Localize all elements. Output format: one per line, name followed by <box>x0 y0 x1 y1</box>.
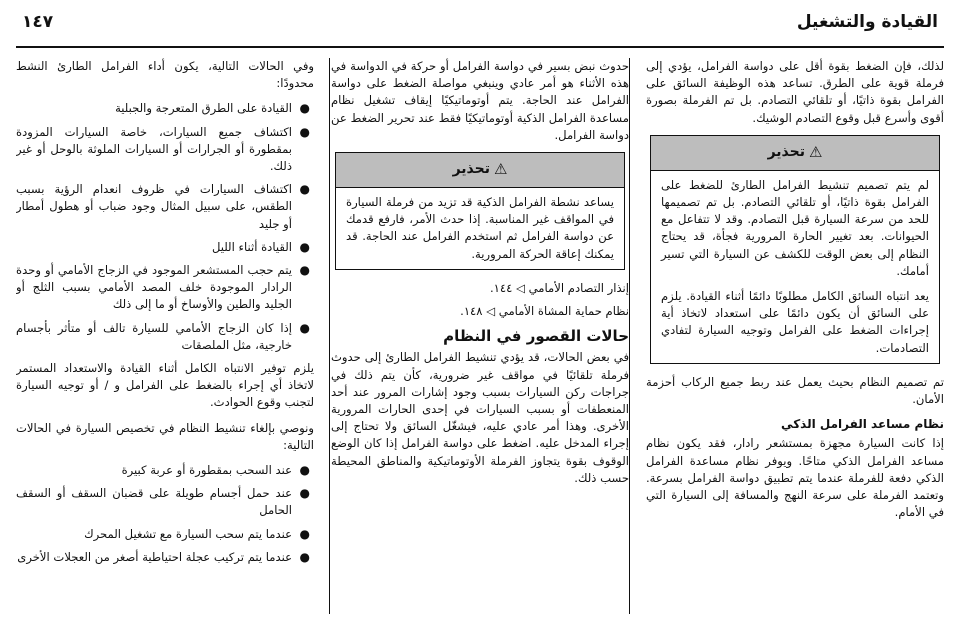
warning-text: يساعد نشطة الفرامل الذكية قد تزيد من فرملة السيارة في المواقف غير المناسبة. إذا حدث الأمر، فارفع قدمك عن دواسة الفرامل ثم استخدم الفرامل عند الحاجة. قد يمكنك إعاقة الحركة المرورية. <box>346 195 614 261</box>
page-number: ١٤٧ <box>22 12 54 32</box>
list-item-text: عندما يتم سحب السيارة مع تشغيل المحرك <box>84 526 292 541</box>
paragraph: يلزم توفير الانتباه الكامل أثناء القيادة والاستعداد المستمر لاتخاذ أي إجراء بالضغط على الفرامل و / أو توجيه السيارة لتجنب وقوع الحوادث. <box>16 361 314 410</box>
list-item <box>16 262 314 314</box>
warning-triangle-icon: ⚠ <box>493 160 508 179</box>
paragraph: في بعض الحالات، قد يؤدي تنشيط الفرامل الطارئ إلى حدوث فرملة تلقائيًا في مواقف غير ضرورية، كأن يتم ذلك في جراجات ركن السيارات بسبب وجود إشارات المرور عند أحد المنعطفات أو بسبب السيارات في إحدى الحارات المرورية الأخرى. وهذا أمر عادي عليه، فيشغّل السائق ولا تحتاج إلى إجراء المدخل عليه. اضغط على دواسة الفرامل إذا كان الوضع الوقوف بقوة يتجاوز الفرملة الأوتوماتيكية والمناطق المحيطة حسب ذلك. <box>331 350 629 485</box>
paragraph-rest: هذه الأثناء هو أمر عادي وينبغي مواصلة الضغط على دواسة الفرامل عند الحاجة. يتم أوتوماتيكيًا إيقاف تشغيل نظام مساعدة الفرامل الذكية أوتوماتيكيًا فقط عند تحرير الضغط عن دواسة الفرامل. <box>331 76 629 142</box>
list-item-text: يتم حجب المستشعر الموجود في الزجاج الأمامي أو وحدة الرادار الموجودة خلف المصد الأمامي بسبب الثلج أو الجليد والطين والأوساخ أو ما إلى ذلك <box>16 263 292 312</box>
list-item-text: القيادة على الطرق المتعرجة والجبلية <box>115 101 292 116</box>
list-item <box>16 124 314 176</box>
paragraph-lead: حدوث نبض بسير في دواسة الفرامل أو حركة في الدواسة في <box>331 59 629 73</box>
warning-header <box>651 136 939 171</box>
list-item-text: عندما يتم تركيب عجلة احتياطية أصغر من العجلات الأخرى <box>17 549 292 564</box>
list-item <box>16 526 314 543</box>
list-item <box>16 320 314 354</box>
bullet-icon: ● <box>299 101 310 116</box>
list-item <box>16 239 314 256</box>
list-item-text: اكتشاف السيارات في ظروف انعدام الرؤية بسبب الطقس، على سبيل المثال وجود ضباب أو هطول أمطار أو جليد <box>16 182 292 231</box>
list-item-text: القيادة أثناء الليل <box>211 239 292 254</box>
bullet-icon: ● <box>299 263 310 278</box>
deactivation-list <box>16 462 314 566</box>
page-header <box>0 0 960 44</box>
warning-text: يعد انتباه السائق الكامل مطلوبًا دائمًا أثناء القيادة. يلزم على السائق أن يكون دائمًا على استعداد لاتخاذ أية إجراءات الضغط على الفرامل وتوجيه السيارة لتفادي التصادمات. <box>661 289 929 355</box>
list-item-text: عند حمل أجسام طويلة على قضبان السقف أو السقف الحامل <box>16 486 292 518</box>
bullet-icon: ● <box>299 486 310 501</box>
warning-box <box>335 152 625 270</box>
chapter-title: القيادة والتشغيل <box>796 12 938 32</box>
bullet-icon: ● <box>299 526 310 541</box>
warning-body <box>651 171 939 363</box>
paragraph <box>331 58 629 144</box>
warning-body <box>336 188 624 269</box>
list-item <box>16 100 314 117</box>
list-item <box>16 549 314 566</box>
list-item <box>16 485 314 519</box>
bullet-icon: ● <box>299 182 310 197</box>
cross-reference[interactable]: إنذار التصادم الأمامي ◁ ١٤٤. <box>489 280 629 295</box>
list-item-text: عند السحب بمقطورة أو عربة كبيرة <box>121 463 292 478</box>
page-body <box>16 58 944 620</box>
paragraph: ونوصي بإلغاء تنشيط النظام في تخصيص السيارة في الحالات التالية: <box>16 420 314 452</box>
header-rule <box>16 46 944 48</box>
left-column <box>16 58 314 620</box>
warning-triangle-icon: ⚠ <box>808 143 823 162</box>
list-item-text: إذا كان الزجاج الأمامي للسيارة تالف أو متأثر بأجسام خارجية، مثل الملصقات <box>16 320 292 352</box>
warning-header <box>336 153 624 188</box>
paragraph: تم تصميم النظام بحيث يعمل عند ربط جميع الركاب أحزمة الأمان. <box>646 374 944 407</box>
sub-heading: نظام مساعد الفرامل الذكي <box>781 417 944 432</box>
paragraph: إذا كانت السيارة مجهزة بمستشعر رادار، فقد يكون نظام مساعد الفرامل الذكي متاحًا. ويوفر نظام مساعدة الفرامل الذكي دفعة للفرملة عندما يتم تطبيق دواسة الفرامل بسرعة. وتعتمد الفرملة على سرعة النهج والمسافة إلى السيارة التي في الأمام. <box>646 436 944 520</box>
bullet-icon: ● <box>299 549 310 564</box>
section-heading: حالات القصور في النظام <box>443 327 629 346</box>
list-item-text: اكتشاف جميع السيارات، خاصة السيارات المزودة بمقطورة أو الجرارات أو السيارات الملوثة بالوحل أو غير ذلك. <box>16 124 292 174</box>
warning-title: تحذير <box>452 161 490 178</box>
limitations-list <box>16 100 314 354</box>
warning-box <box>650 135 940 364</box>
bullet-icon: ● <box>299 124 310 139</box>
paragraph: لذلك، فإن الضغط بقوة أقل على دواسة الفرامل، يؤدي إلى فرملة قوية على الطرق. تساعد هذه الوظيفة السائق على الفرامل بقوة ذاتيًا، أو تلقائي التصادم. بل تم الفرملة بصورة أقوى وأسرع قبل وقوع التصادم الوشيك. <box>646 59 944 125</box>
bullet-icon: ● <box>299 463 310 478</box>
list-item <box>16 462 314 479</box>
cross-reference[interactable]: نظام حماية المشاة الأمامي ◁ ١٤٨. <box>460 304 629 319</box>
bullet-icon: ● <box>299 320 310 335</box>
right-column <box>646 58 944 620</box>
warning-text: لم يتم تصميم تنشيط الفرامل الطارئ للضغط على الفرامل بقوة ذاتيًا، أو تلقائي التصادم. بل تم تصميمها للحد من سرعة السيارة قبل التصادم. وقد لا تتفاعل مع الحيوانات. بعد تغيير الحارة المرورية فجأة، قد يحتاج النظام إلى بعض الوقت للكشف عن السيارة التي تسير أمامك. <box>661 177 929 278</box>
bullet-icon: ● <box>299 239 310 254</box>
middle-column <box>331 58 629 620</box>
warning-title: تحذير <box>767 144 805 161</box>
paragraph: وفي الحالات التالية، يكون أداء الفرامل الطارئ النشط محدودًا: <box>16 59 314 91</box>
list-item <box>16 181 314 233</box>
